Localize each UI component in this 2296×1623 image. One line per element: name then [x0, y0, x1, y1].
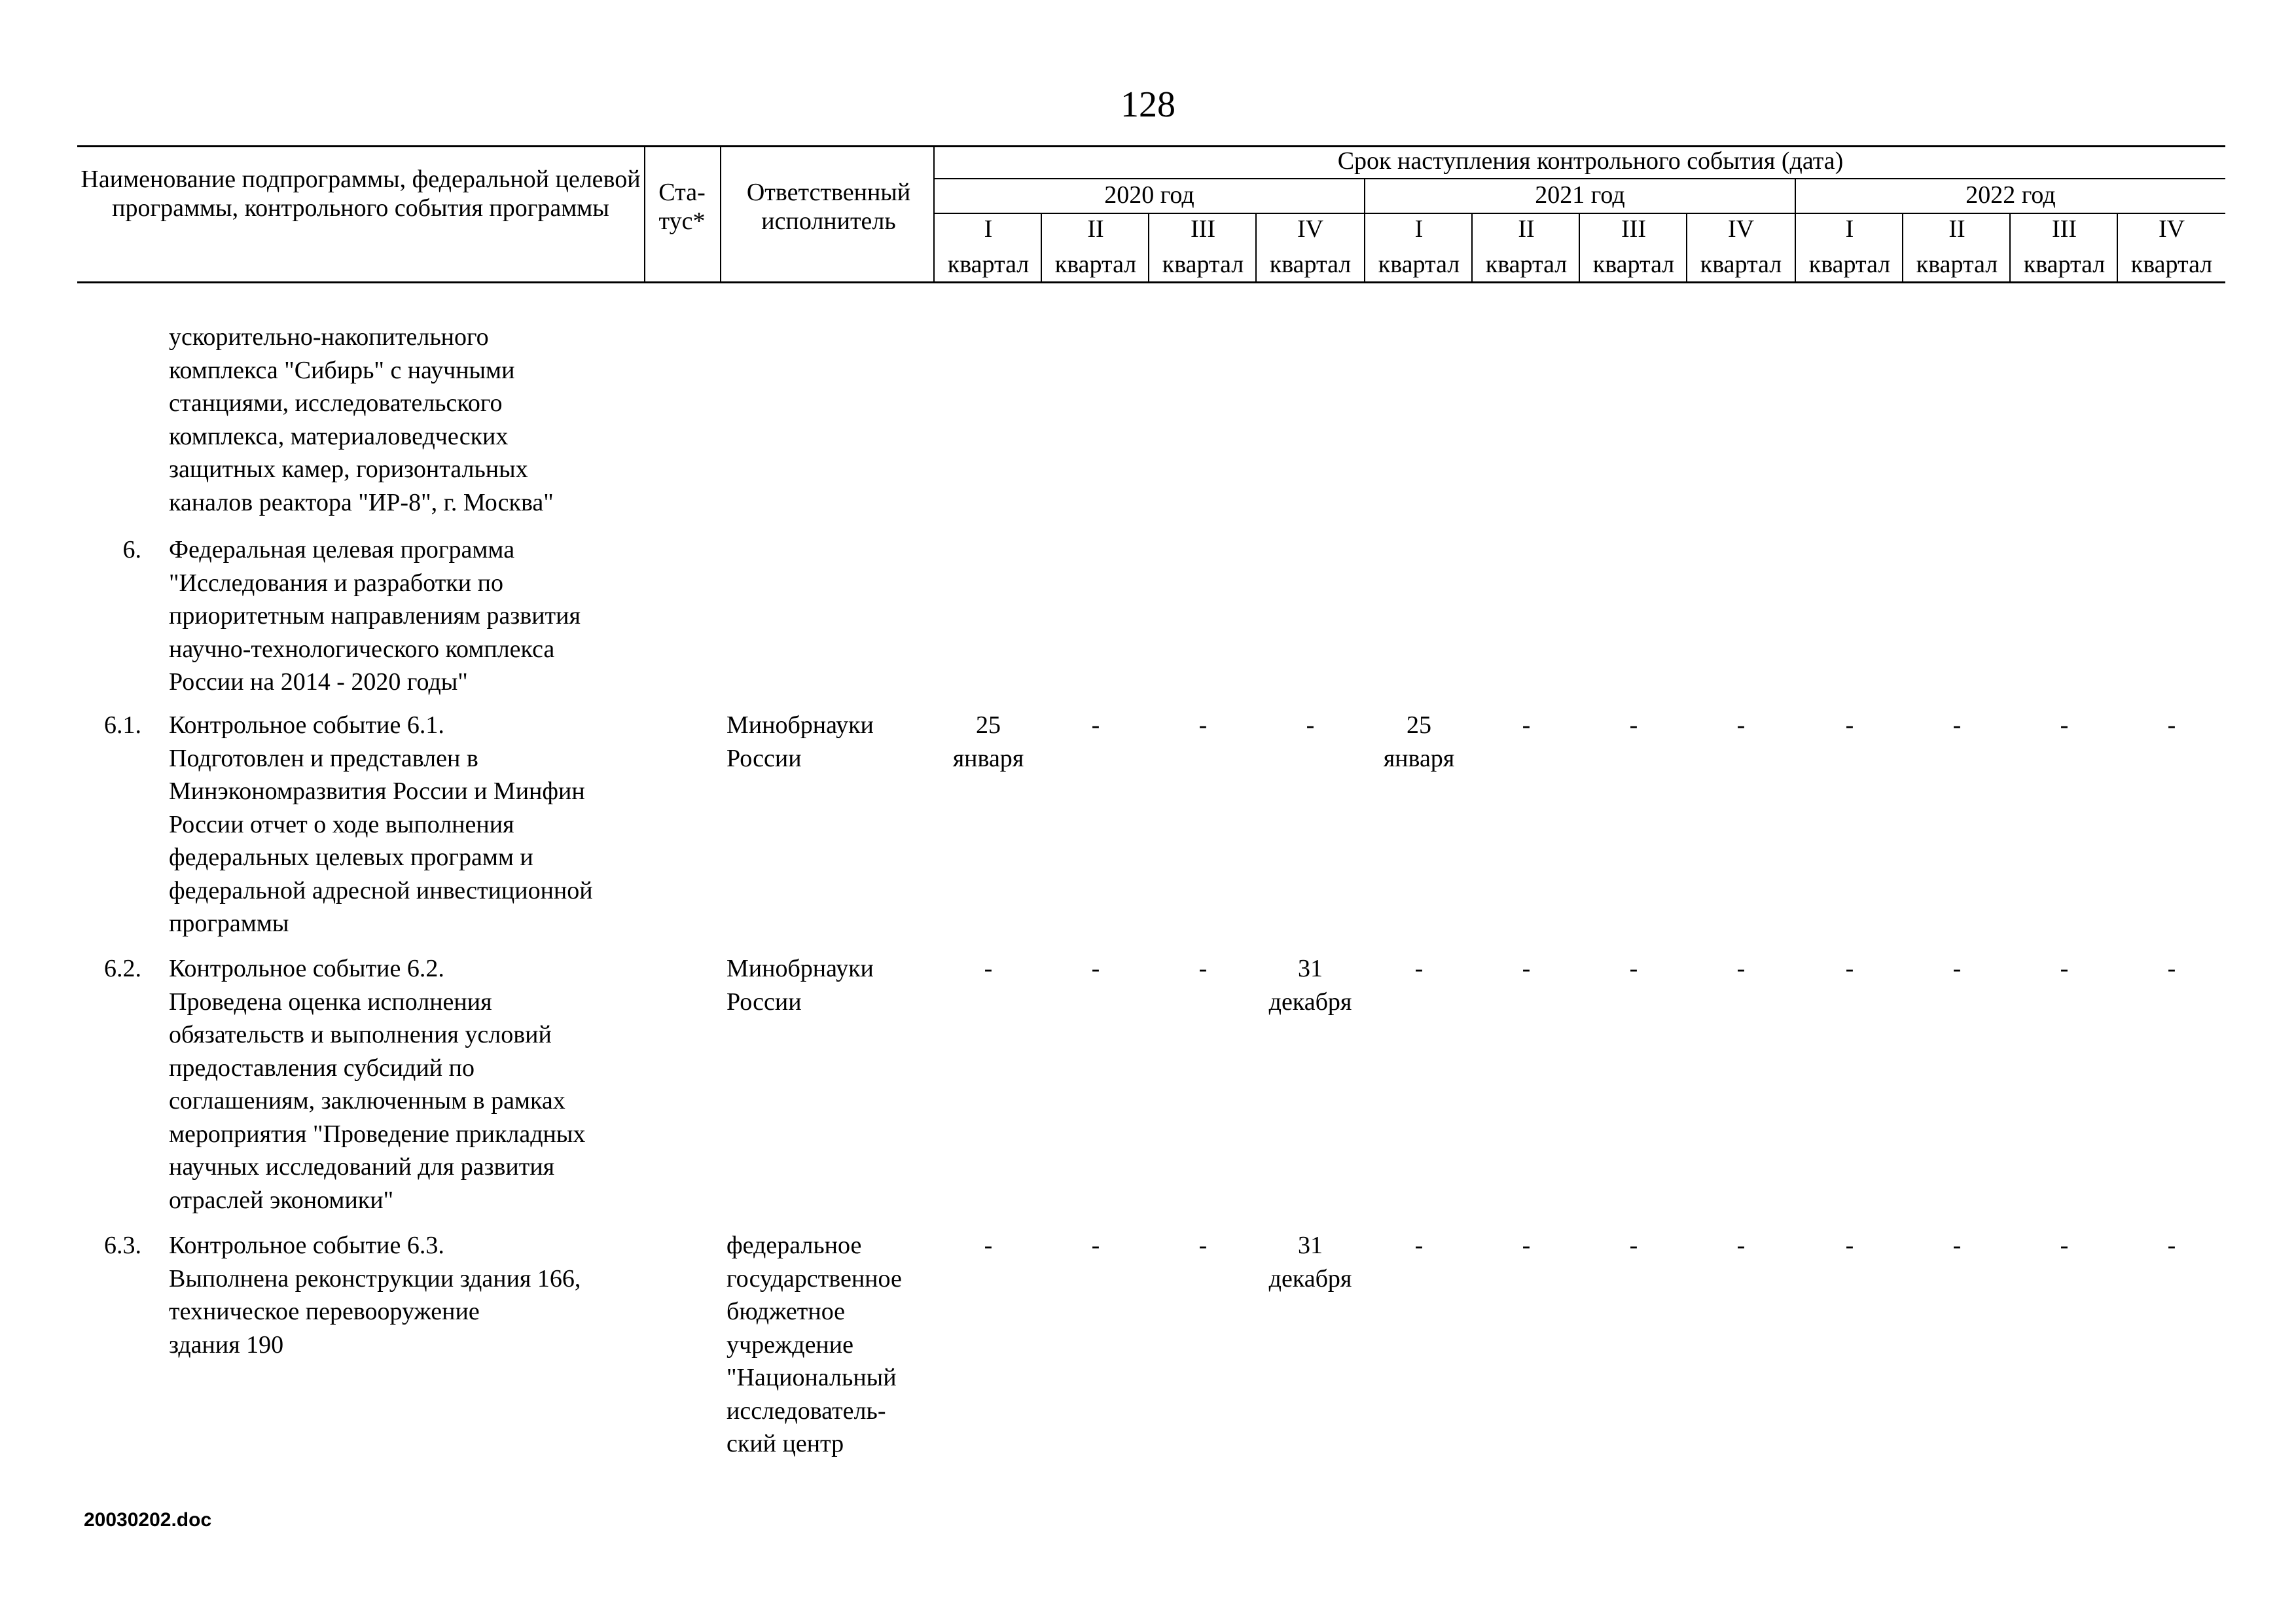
row-date: 25 января — [1383, 711, 1455, 772]
year-2020: 2020 год — [1104, 181, 1194, 209]
quarter-label: квартал — [2130, 251, 2213, 278]
row-number: 6.2. — [104, 955, 141, 982]
quarter-label: квартал — [1378, 251, 1460, 278]
quarter-label: квартал — [2023, 251, 2106, 278]
row-date: - — [1414, 955, 1424, 982]
row-name: Контрольное событие 6.1. Подготовлен и представлен в Минэкономразвития России и Минфин России отчет о ходе выполнения федеральных целевых программ и федеральной адресной инвестиционной программы — [169, 711, 593, 937]
row-date: - — [1629, 711, 1638, 739]
quarter-label: квартал — [1162, 251, 1244, 278]
header-deadline: Срок наступления контрольного события (дата) — [1337, 147, 1844, 175]
row-date: - — [1522, 955, 1531, 982]
row-date: - — [1306, 711, 1315, 739]
row-number: 6. — [122, 536, 141, 563]
column-divider — [720, 145, 721, 283]
quarter-number: II — [1948, 215, 1965, 243]
quarter-number: IV — [1297, 215, 1324, 243]
quarter-label: квартал — [1592, 251, 1675, 278]
row-date: - — [1091, 955, 1100, 982]
row-date: - — [2167, 711, 2176, 739]
row-date: - — [1198, 1232, 1208, 1259]
page-number: 128 — [1121, 84, 1175, 125]
row-date: - — [1845, 955, 1854, 982]
year-2022: 2022 год — [1965, 181, 2056, 209]
row-date: - — [984, 955, 993, 982]
row-number: 6.3. — [104, 1232, 141, 1259]
row-name: Контрольное событие 6.2. Проведена оценка исполнения обязательств и выполнения условий предоставления субсидий по соглашениям, заключенным в рамках мероприятия "Проведение прикладных научных исследований для развития отраслей экономики" — [169, 955, 586, 1214]
row-date: - — [1522, 711, 1531, 739]
row-date: - — [1952, 1232, 1962, 1259]
quarter-label: квартал — [1269, 251, 1352, 278]
row-date: - — [1629, 955, 1638, 982]
quarter-number: II — [1518, 215, 1535, 243]
row-date: - — [1736, 955, 1746, 982]
row-date: - — [2060, 711, 2069, 739]
row-responsible: федеральное государственное бюджетное учреждение "Национальный исследователь- ский центр — [726, 1232, 902, 1457]
row-name: Федеральная целевая программа "Исследования и разработки по приоритетным направлениям развития научно-технологического комплекса России на 2014 - 2020 годы" — [169, 536, 581, 696]
row-date: - — [1198, 711, 1208, 739]
row-date: 25 января — [952, 711, 1024, 772]
quarter-label: квартал — [1916, 251, 1998, 278]
quarter-number: II — [1087, 215, 1104, 243]
row-date: - — [1952, 711, 1962, 739]
row-date: - — [1091, 711, 1100, 739]
row-date: - — [2060, 1232, 2069, 1259]
header-responsible: Ответственный исполнитель — [746, 179, 911, 235]
year-2021: 2021 год — [1535, 181, 1625, 209]
row-name: Контрольное событие 6.3. Выполнена реконструкции здания 166, техническое перевооружение здания 190 — [169, 1232, 581, 1359]
row-date: - — [1736, 1232, 1746, 1259]
quarter-number: I — [1414, 215, 1424, 243]
row-number: 6.1. — [104, 711, 141, 739]
deadline-bottom-rule — [933, 178, 2225, 179]
quarter-label: квартал — [1054, 251, 1137, 278]
quarter-number: III — [1191, 215, 1215, 243]
row-date: - — [2167, 1232, 2176, 1259]
quarter-number: III — [2052, 215, 2077, 243]
row-date: - — [1952, 955, 1962, 982]
row-date: - — [1845, 711, 1854, 739]
header-status: Ста- тус* — [658, 179, 706, 235]
row-date: - — [1522, 1232, 1531, 1259]
row-responsible: Минобрнауки России — [726, 955, 874, 1016]
row-date: 31 декабря — [1268, 1232, 1352, 1293]
row-date: - — [2167, 955, 2176, 982]
row-date: - — [1198, 955, 1208, 982]
quarter-label: квартал — [947, 251, 1030, 278]
column-divider — [644, 145, 645, 283]
row-date: - — [1845, 1232, 1854, 1259]
row-responsible: Минобрнауки России — [726, 711, 874, 772]
row-date: - — [1736, 711, 1746, 739]
row-name: ускорительно-накопительного комплекса "Сибирь" с научными станциями, исследовательского комплекса, материаловедческих защитных камер, горизонтальных каналов реактора "ИР-8", г. Москва" — [169, 323, 554, 516]
row-date: 31 декабря — [1268, 955, 1352, 1016]
quarter-label: квартал — [1808, 251, 1891, 278]
quarter-label: квартал — [1485, 251, 1568, 278]
row-date: - — [1629, 1232, 1638, 1259]
row-date: - — [1091, 1232, 1100, 1259]
header-program-name: Наименование подпрограммы, федеральной целевой программы, контрольного события программы — [81, 166, 641, 222]
quarter-label: квартал — [1700, 251, 1782, 278]
quarter-number: IV — [1727, 215, 1755, 243]
quarter-number: III — [1621, 215, 1646, 243]
row-date: - — [2060, 955, 2069, 982]
quarter-number: I — [984, 215, 993, 243]
quarter-number: IV — [2158, 215, 2185, 243]
quarter-number: I — [1845, 215, 1854, 243]
document-filename: 20030202.doc — [84, 1509, 212, 1531]
row-date: - — [1414, 1232, 1424, 1259]
row-date: - — [984, 1232, 993, 1259]
